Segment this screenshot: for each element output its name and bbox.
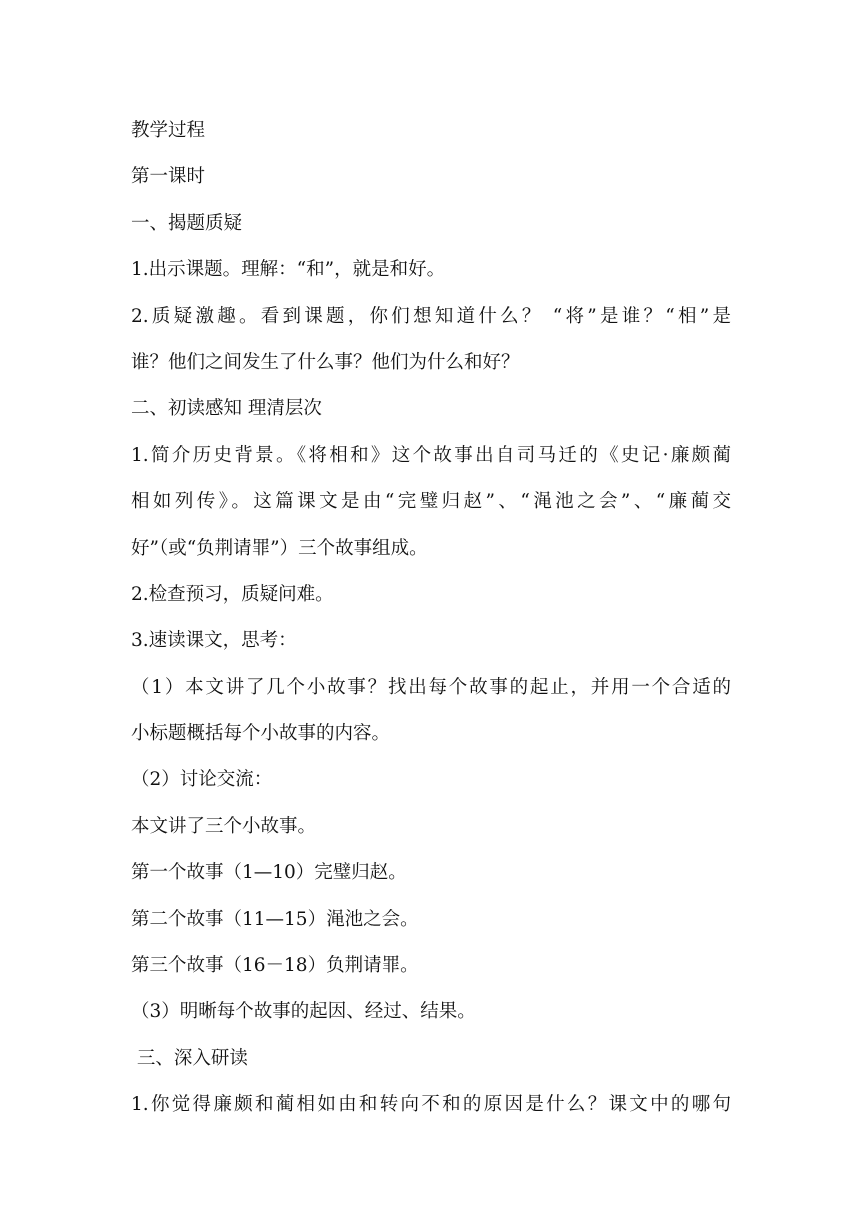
paragraph-item: 3.速读课文，思考： (131, 630, 297, 652)
story-line: 第二个故事（11—15）渑池之会。 (131, 908, 419, 930)
document-body (131, 108, 731, 1129)
paragraph-item: 2.质疑激趣。看到课题，你们想知道什么？ “将”是谁？“相”是 (131, 305, 731, 327)
paragraph-continuation: 谁？他们之间发生了什么事？他们为什么和好？ (131, 351, 520, 373)
section-heading: 教学过程 (131, 120, 206, 141)
story-line: 第三个故事（16－18）负荆请罪。 (131, 955, 419, 977)
section-title-3: 三、深入研读 (131, 1047, 248, 1069)
sub-item: （2）讨论交流： (131, 769, 273, 791)
section-title-1: 一、揭题质疑 (131, 212, 243, 234)
paragraph-continuation: 好”（或“负荆请罪”）三个故事组成。 (131, 537, 428, 559)
summary-line: 本文讲了三个小故事。 (131, 815, 317, 837)
paragraph-item: 1.出示课题。理解：“和”，就是和好。 (131, 259, 446, 281)
paragraph-item: 1.你觉得廉颇和蔺相如由和转向不和的原因是什么？课文中的哪句 (131, 1094, 731, 1116)
paragraph-item: 2.检查预习，质疑问难。 (131, 583, 334, 605)
paragraph-continuation: 小标题概括每个小故事的内容。 (131, 723, 391, 745)
story-line: 第一个故事（1—10）完璧归赵。 (131, 862, 407, 884)
paragraph-continuation: 相如列传》。这篇课文是由“完璧归赵”、“渑池之会”、“廉蔺交 (131, 491, 731, 513)
section-title-2: 二、初读感知 理清层次 (131, 398, 322, 420)
sub-item: （1）本文讲了几个小故事？找出每个故事的起止，并用一个合适的 (131, 676, 731, 698)
sub-item: （3）明晰每个故事的起因、经过、结果。 (131, 1001, 476, 1023)
period-heading: 第一课时 (131, 166, 206, 188)
paragraph-item: 1.简介历史背景。《将相和》这个故事出自司马迁的《史记·廉颇蔺 (131, 444, 731, 466)
